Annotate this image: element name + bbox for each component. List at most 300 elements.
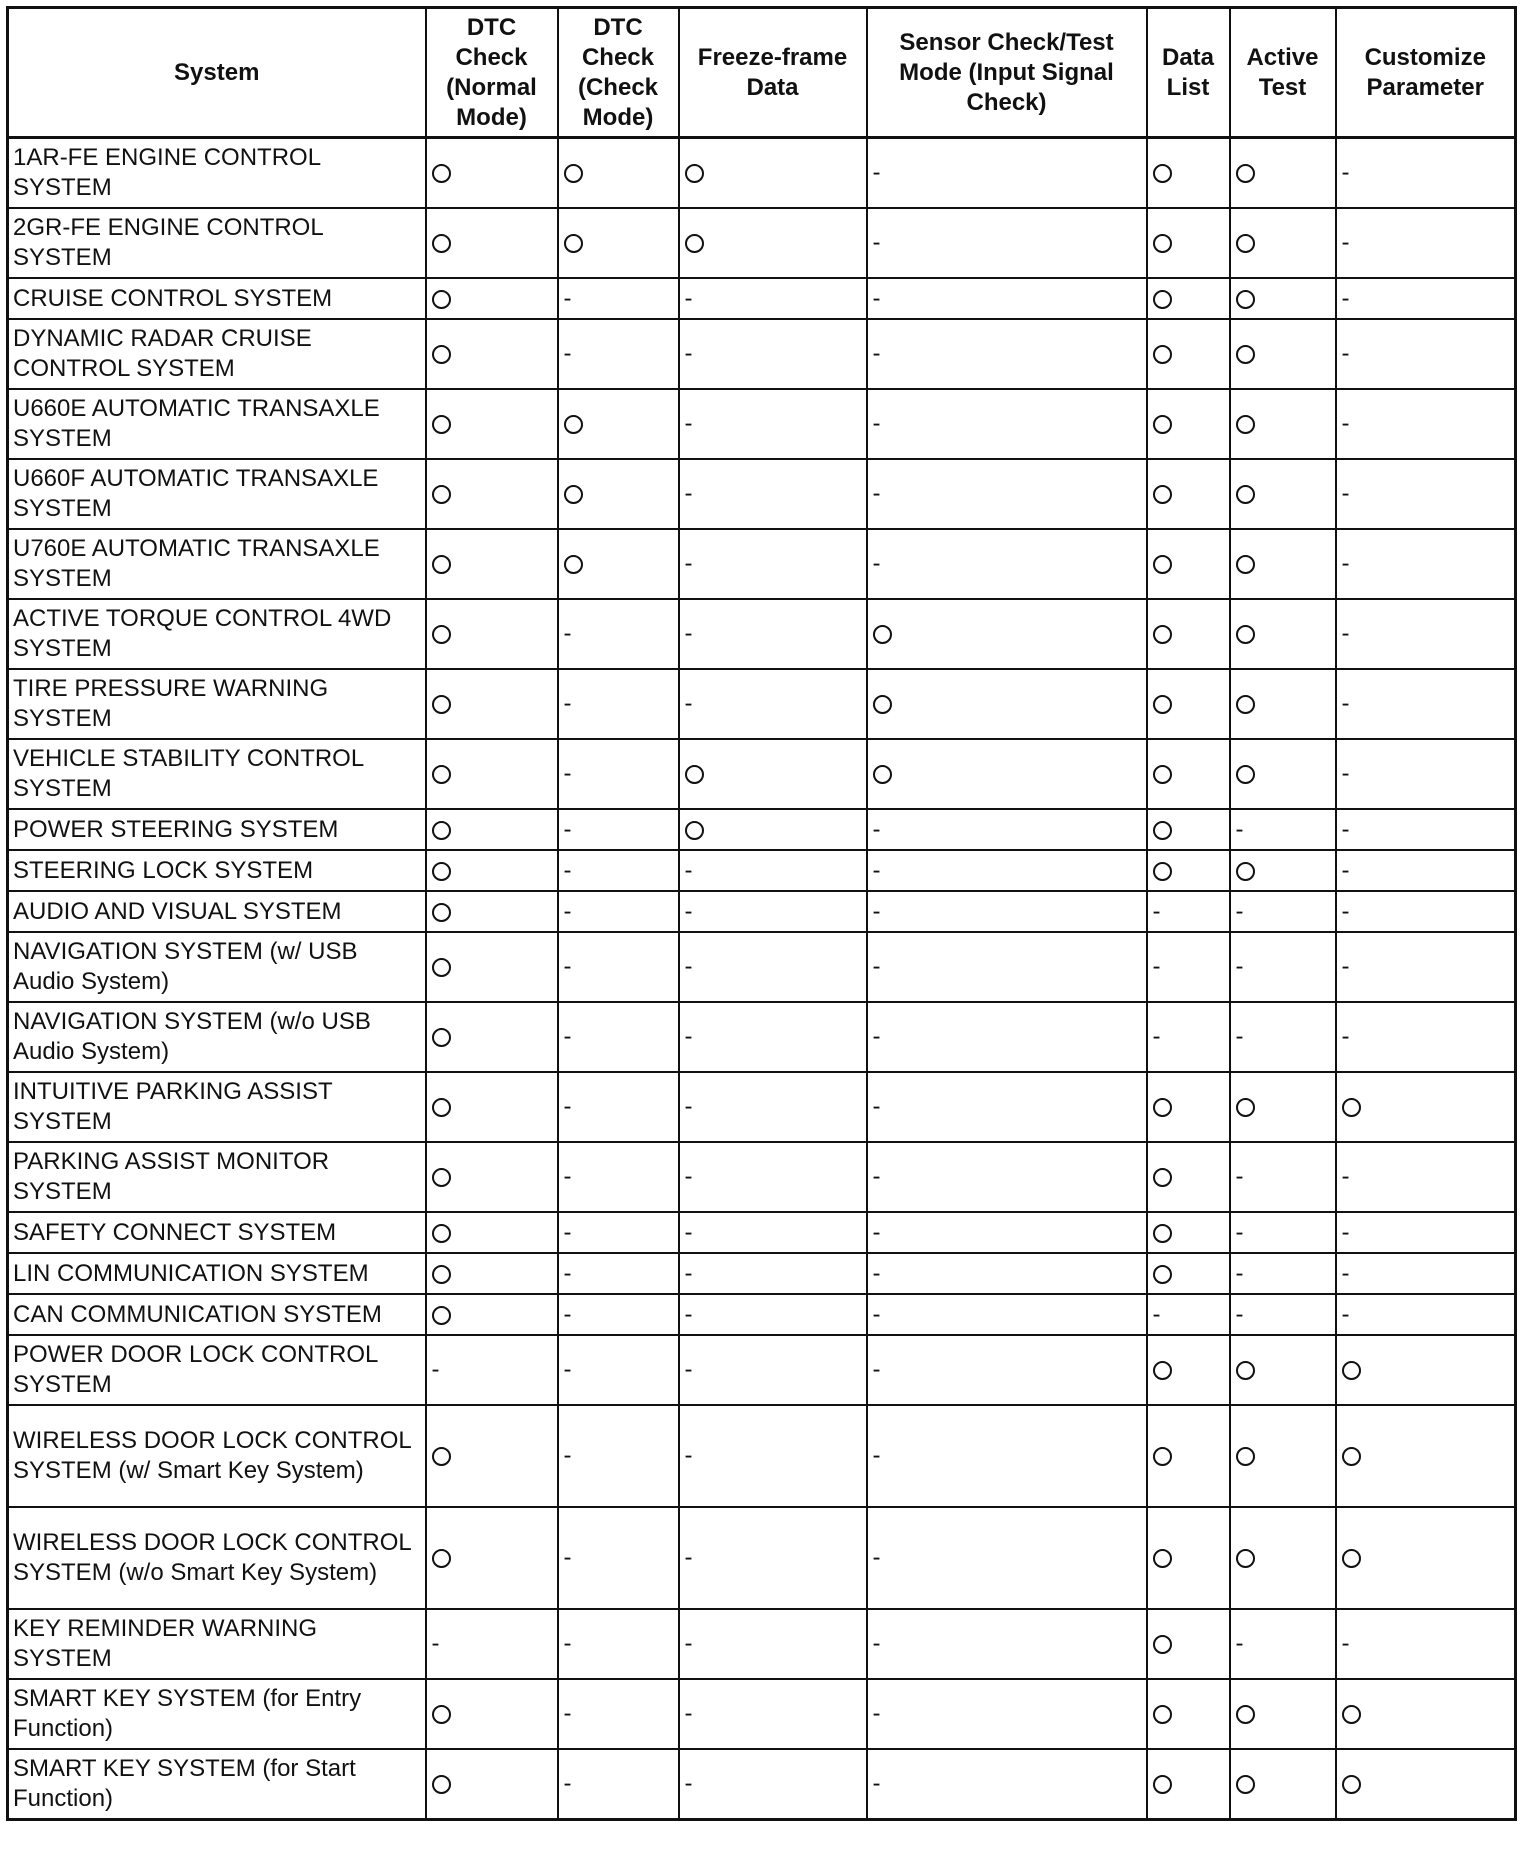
not-supported-dash: - xyxy=(563,1770,572,1797)
cell-dtc-normal xyxy=(426,1749,558,1820)
cell-sensor-check xyxy=(867,1749,1147,1820)
not-supported-dash: - xyxy=(1152,1300,1161,1328)
supported-circle-icon xyxy=(432,1028,451,1047)
cell-freeze-frame xyxy=(679,599,867,669)
cell-dtc-normal xyxy=(426,932,558,1002)
not-supported-dash: - xyxy=(563,1023,572,1050)
cell-dtc-normal xyxy=(426,529,558,599)
not-supported-dash: - xyxy=(1341,340,1350,367)
not-supported-dash: - xyxy=(563,1218,572,1246)
not-supported-dash: - xyxy=(684,620,693,647)
cell-system: WIRELESS DOOR LOCK CONTROL SYSTEM (w/o Smart Key System) xyxy=(8,1507,426,1609)
cell-system: ACTIVE TORQUE CONTROL 4WD SYSTEM xyxy=(8,599,426,669)
not-supported-dash: - xyxy=(872,1356,881,1383)
cell-dtc-check xyxy=(558,850,679,891)
supported-circle-icon xyxy=(432,1224,451,1243)
cell-dtc-check xyxy=(558,669,679,739)
cell-customize xyxy=(1336,932,1516,1002)
cell-data-list xyxy=(1147,319,1230,389)
cell-dtc-normal xyxy=(426,1294,558,1335)
diagnostic-function-table xyxy=(6,6,1517,1821)
supported-circle-icon xyxy=(432,345,451,364)
cell-dtc-normal xyxy=(426,1212,558,1253)
cell-active-test xyxy=(1230,138,1336,209)
not-supported-dash: - xyxy=(684,1023,693,1050)
cell-dtc-check xyxy=(558,932,679,1002)
table-row xyxy=(8,1507,1516,1609)
cell-sensor-check xyxy=(867,599,1147,669)
not-supported-dash: - xyxy=(1341,1630,1350,1657)
cell-freeze-frame xyxy=(679,739,867,809)
cell-system: NAVIGATION SYSTEM (w/o USB Audio System) xyxy=(8,1002,426,1072)
supported-circle-icon xyxy=(873,695,892,714)
not-supported-dash: - xyxy=(1341,159,1350,186)
supported-circle-icon xyxy=(1236,765,1255,784)
cell-dtc-check xyxy=(558,1609,679,1679)
cell-freeze-frame xyxy=(679,1253,867,1294)
not-supported-dash: - xyxy=(684,480,693,507)
supported-circle-icon xyxy=(1236,1549,1255,1568)
cell-sensor-check xyxy=(867,1405,1147,1507)
cell-sensor-check xyxy=(867,1142,1147,1212)
cell-freeze-frame xyxy=(679,208,867,278)
not-supported-dash: - xyxy=(1341,953,1350,980)
not-supported-dash: - xyxy=(1152,897,1161,925)
cell-active-test xyxy=(1230,932,1336,1002)
not-supported-dash: - xyxy=(1235,1259,1244,1287)
cell-sensor-check xyxy=(867,1507,1147,1609)
supported-circle-icon xyxy=(432,765,451,784)
supported-circle-icon xyxy=(432,485,451,504)
cell-dtc-normal xyxy=(426,1002,558,1072)
header-active-test: Active Test xyxy=(1230,8,1336,138)
cell-active-test xyxy=(1230,529,1336,599)
not-supported-dash: - xyxy=(872,897,881,925)
not-supported-dash: - xyxy=(563,284,572,312)
cell-freeze-frame xyxy=(679,459,867,529)
not-supported-dash: - xyxy=(563,760,572,787)
supported-circle-icon xyxy=(1236,1705,1255,1724)
cell-active-test xyxy=(1230,809,1336,850)
not-supported-dash: - xyxy=(684,410,693,437)
cell-active-test xyxy=(1230,389,1336,459)
not-supported-dash: - xyxy=(1152,1023,1161,1050)
supported-circle-icon xyxy=(1153,415,1172,434)
cell-dtc-normal xyxy=(426,319,558,389)
not-supported-dash: - xyxy=(872,1544,881,1571)
table-row xyxy=(8,1405,1516,1507)
supported-circle-icon xyxy=(432,1775,451,1794)
supported-circle-icon xyxy=(432,821,451,840)
cell-freeze-frame xyxy=(679,1072,867,1142)
supported-circle-icon xyxy=(1153,1265,1172,1284)
cell-freeze-frame xyxy=(679,1405,867,1507)
cell-system: LIN COMMUNICATION SYSTEM xyxy=(8,1253,426,1294)
not-supported-dash: - xyxy=(1341,410,1350,437)
not-supported-dash: - xyxy=(872,284,881,312)
table-row xyxy=(8,739,1516,809)
table-row xyxy=(8,1335,1516,1405)
not-supported-dash: - xyxy=(872,1163,881,1190)
cell-dtc-check xyxy=(558,1507,679,1609)
header-customize: Customize Parameter xyxy=(1336,8,1516,138)
cell-active-test xyxy=(1230,1335,1336,1405)
supported-circle-icon xyxy=(1236,862,1255,881)
not-supported-dash: - xyxy=(872,856,881,884)
cell-freeze-frame xyxy=(679,1749,867,1820)
cell-dtc-check xyxy=(558,1749,679,1820)
supported-circle-icon xyxy=(685,765,704,784)
cell-customize xyxy=(1336,891,1516,932)
supported-circle-icon xyxy=(564,485,583,504)
supported-circle-icon xyxy=(1342,1549,1361,1568)
supported-circle-icon xyxy=(1153,234,1172,253)
not-supported-dash: - xyxy=(431,1630,440,1657)
not-supported-dash: - xyxy=(684,1259,693,1287)
not-supported-dash: - xyxy=(1341,1023,1350,1050)
cell-system: 2GR-FE ENGINE CONTROL SYSTEM xyxy=(8,208,426,278)
not-supported-dash: - xyxy=(872,815,881,843)
not-supported-dash: - xyxy=(684,1442,693,1469)
cell-sensor-check xyxy=(867,1212,1147,1253)
supported-circle-icon xyxy=(1342,1705,1361,1724)
not-supported-dash: - xyxy=(872,1259,881,1287)
cell-data-list xyxy=(1147,1749,1230,1820)
cell-dtc-normal xyxy=(426,459,558,529)
supported-circle-icon xyxy=(432,1098,451,1117)
cell-dtc-check xyxy=(558,1142,679,1212)
cell-dtc-normal xyxy=(426,389,558,459)
cell-sensor-check xyxy=(867,1294,1147,1335)
not-supported-dash: - xyxy=(684,1700,693,1727)
supported-circle-icon xyxy=(432,1306,451,1325)
not-supported-dash: - xyxy=(1341,229,1350,256)
supported-circle-icon xyxy=(432,903,451,922)
cell-active-test xyxy=(1230,1002,1336,1072)
supported-circle-icon xyxy=(1153,821,1172,840)
cell-system: SMART KEY SYSTEM (for Entry Function) xyxy=(8,1679,426,1749)
table-row xyxy=(8,669,1516,739)
not-supported-dash: - xyxy=(1341,1163,1350,1190)
cell-sensor-check xyxy=(867,850,1147,891)
cell-active-test xyxy=(1230,669,1336,739)
cell-sensor-check xyxy=(867,739,1147,809)
supported-circle-icon xyxy=(873,765,892,784)
cell-active-test xyxy=(1230,891,1336,932)
cell-dtc-normal xyxy=(426,1507,558,1609)
supported-circle-icon xyxy=(432,1549,451,1568)
cell-customize xyxy=(1336,1072,1516,1142)
cell-active-test xyxy=(1230,1749,1336,1820)
header-freeze-frame: Freeze-frame Data xyxy=(679,8,867,138)
supported-circle-icon xyxy=(432,415,451,434)
cell-customize xyxy=(1336,1679,1516,1749)
not-supported-dash: - xyxy=(431,1356,440,1383)
cell-active-test xyxy=(1230,850,1336,891)
supported-circle-icon xyxy=(1236,1775,1255,1794)
cell-dtc-check xyxy=(558,529,679,599)
cell-freeze-frame xyxy=(679,809,867,850)
cell-data-list xyxy=(1147,1072,1230,1142)
not-supported-dash: - xyxy=(1341,1259,1350,1287)
supported-circle-icon xyxy=(1153,1224,1172,1243)
supported-circle-icon xyxy=(432,234,451,253)
table-row xyxy=(8,1609,1516,1679)
cell-freeze-frame xyxy=(679,669,867,739)
supported-circle-icon xyxy=(564,415,583,434)
cell-system: INTUITIVE PARKING ASSIST SYSTEM xyxy=(8,1072,426,1142)
cell-system: CAN COMMUNICATION SYSTEM xyxy=(8,1294,426,1335)
cell-data-list xyxy=(1147,599,1230,669)
cell-system: SAFETY CONNECT SYSTEM xyxy=(8,1212,426,1253)
not-supported-dash: - xyxy=(1235,1218,1244,1246)
cell-dtc-check xyxy=(558,1405,679,1507)
supported-circle-icon xyxy=(685,164,704,183)
supported-circle-icon xyxy=(432,1265,451,1284)
supported-circle-icon xyxy=(1236,1361,1255,1380)
supported-circle-icon xyxy=(685,821,704,840)
table-row xyxy=(8,809,1516,850)
cell-data-list xyxy=(1147,1253,1230,1294)
cell-freeze-frame xyxy=(679,278,867,319)
cell-dtc-normal xyxy=(426,1679,558,1749)
not-supported-dash: - xyxy=(872,1630,881,1657)
cell-active-test xyxy=(1230,599,1336,669)
cell-sensor-check xyxy=(867,319,1147,389)
supported-circle-icon xyxy=(1153,345,1172,364)
cell-active-test xyxy=(1230,1405,1336,1507)
cell-freeze-frame xyxy=(679,1507,867,1609)
cell-system: U660E AUTOMATIC TRANSAXLE SYSTEM xyxy=(8,389,426,459)
cell-dtc-check xyxy=(558,599,679,669)
table-row xyxy=(8,1072,1516,1142)
cell-sensor-check xyxy=(867,1609,1147,1679)
cell-dtc-normal xyxy=(426,739,558,809)
not-supported-dash: - xyxy=(684,1300,693,1328)
not-supported-dash: - xyxy=(872,953,881,980)
header-sensor-check: Sensor Check/Test Mode (Input Signal Check) xyxy=(867,8,1147,138)
cell-dtc-normal xyxy=(426,1335,558,1405)
cell-dtc-check xyxy=(558,1294,679,1335)
cell-data-list xyxy=(1147,739,1230,809)
supported-circle-icon xyxy=(685,234,704,253)
table-row xyxy=(8,529,1516,599)
not-supported-dash: - xyxy=(872,1770,881,1797)
cell-active-test xyxy=(1230,1507,1336,1609)
cell-data-list xyxy=(1147,138,1230,209)
not-supported-dash: - xyxy=(684,856,693,884)
not-supported-dash: - xyxy=(563,856,572,884)
cell-dtc-normal xyxy=(426,1253,558,1294)
not-supported-dash: - xyxy=(684,897,693,925)
not-supported-dash: - xyxy=(872,1093,881,1120)
not-supported-dash: - xyxy=(872,1023,881,1050)
table-row xyxy=(8,1294,1516,1335)
supported-circle-icon xyxy=(1236,164,1255,183)
cell-dtc-check xyxy=(558,1072,679,1142)
cell-customize xyxy=(1336,138,1516,209)
cell-dtc-normal xyxy=(426,891,558,932)
not-supported-dash: - xyxy=(1235,1630,1244,1657)
cell-sensor-check xyxy=(867,891,1147,932)
not-supported-dash: - xyxy=(1235,897,1244,925)
cell-customize xyxy=(1336,1749,1516,1820)
cell-customize xyxy=(1336,1335,1516,1405)
cell-dtc-check xyxy=(558,1335,679,1405)
supported-circle-icon xyxy=(1236,345,1255,364)
cell-system: DYNAMIC RADAR CRUISE CONTROL SYSTEM xyxy=(8,319,426,389)
not-supported-dash: - xyxy=(1341,550,1350,577)
cell-data-list xyxy=(1147,932,1230,1002)
not-supported-dash: - xyxy=(1235,1163,1244,1190)
cell-sensor-check xyxy=(867,389,1147,459)
cell-data-list xyxy=(1147,208,1230,278)
supported-circle-icon xyxy=(1342,1447,1361,1466)
cell-customize xyxy=(1336,1002,1516,1072)
cell-active-test xyxy=(1230,1679,1336,1749)
not-supported-dash: - xyxy=(563,690,572,717)
table-row xyxy=(8,278,1516,319)
cell-dtc-check xyxy=(558,1253,679,1294)
table-row xyxy=(8,459,1516,529)
not-supported-dash: - xyxy=(684,1630,693,1657)
cell-data-list xyxy=(1147,1609,1230,1679)
not-supported-dash: - xyxy=(684,690,693,717)
cell-sensor-check xyxy=(867,278,1147,319)
cell-sensor-check xyxy=(867,1072,1147,1142)
cell-sensor-check xyxy=(867,669,1147,739)
cell-customize xyxy=(1336,739,1516,809)
cell-active-test xyxy=(1230,278,1336,319)
cell-freeze-frame xyxy=(679,1142,867,1212)
cell-sensor-check xyxy=(867,1253,1147,1294)
cell-data-list xyxy=(1147,1679,1230,1749)
cell-data-list xyxy=(1147,1142,1230,1212)
not-supported-dash: - xyxy=(1341,620,1350,647)
cell-dtc-normal xyxy=(426,1142,558,1212)
cell-freeze-frame xyxy=(679,1294,867,1335)
not-supported-dash: - xyxy=(872,340,881,367)
supported-circle-icon xyxy=(1236,625,1255,644)
supported-circle-icon xyxy=(1153,1098,1172,1117)
cell-sensor-check xyxy=(867,809,1147,850)
not-supported-dash: - xyxy=(872,1700,881,1727)
supported-circle-icon xyxy=(1153,862,1172,881)
not-supported-dash: - xyxy=(563,1259,572,1287)
not-supported-dash: - xyxy=(684,550,693,577)
supported-circle-icon xyxy=(432,164,451,183)
not-supported-dash: - xyxy=(563,1356,572,1383)
cell-active-test xyxy=(1230,739,1336,809)
supported-circle-icon xyxy=(1342,1775,1361,1794)
cell-active-test xyxy=(1230,319,1336,389)
not-supported-dash: - xyxy=(684,1093,693,1120)
not-supported-dash: - xyxy=(684,953,693,980)
table-row xyxy=(8,1002,1516,1072)
cell-freeze-frame xyxy=(679,1002,867,1072)
cell-system: STEERING LOCK SYSTEM xyxy=(8,850,426,891)
cell-system: POWER STEERING SYSTEM xyxy=(8,809,426,850)
not-supported-dash: - xyxy=(563,815,572,843)
cell-active-test xyxy=(1230,1294,1336,1335)
supported-circle-icon xyxy=(1153,1549,1172,1568)
cell-dtc-check xyxy=(558,891,679,932)
supported-circle-icon xyxy=(1153,1775,1172,1794)
table-row xyxy=(8,1212,1516,1253)
supported-circle-icon xyxy=(1236,1098,1255,1117)
not-supported-dash: - xyxy=(1235,953,1244,980)
cell-system: PARKING ASSIST MONITOR SYSTEM xyxy=(8,1142,426,1212)
cell-data-list xyxy=(1147,278,1230,319)
not-supported-dash: - xyxy=(563,1700,572,1727)
cell-data-list xyxy=(1147,1294,1230,1335)
supported-circle-icon xyxy=(432,862,451,881)
cell-customize xyxy=(1336,459,1516,529)
cell-dtc-check xyxy=(558,278,679,319)
table-row xyxy=(8,891,1516,932)
cell-customize xyxy=(1336,278,1516,319)
not-supported-dash: - xyxy=(872,550,881,577)
not-supported-dash: - xyxy=(872,410,881,437)
supported-circle-icon xyxy=(432,695,451,714)
not-supported-dash: - xyxy=(1152,953,1161,980)
cell-dtc-normal xyxy=(426,809,558,850)
cell-dtc-check xyxy=(558,319,679,389)
not-supported-dash: - xyxy=(684,1356,693,1383)
cell-dtc-check xyxy=(558,1002,679,1072)
cell-system: 1AR-FE ENGINE CONTROL SYSTEM xyxy=(8,138,426,209)
cell-customize xyxy=(1336,1212,1516,1253)
cell-data-list xyxy=(1147,1507,1230,1609)
supported-circle-icon xyxy=(1153,765,1172,784)
cell-dtc-normal xyxy=(426,1609,558,1679)
not-supported-dash: - xyxy=(1341,690,1350,717)
table-row xyxy=(8,1749,1516,1820)
cell-dtc-normal xyxy=(426,138,558,209)
cell-sensor-check xyxy=(867,529,1147,599)
cell-data-list xyxy=(1147,1002,1230,1072)
supported-circle-icon xyxy=(1153,555,1172,574)
supported-circle-icon xyxy=(432,290,451,309)
supported-circle-icon xyxy=(1153,1361,1172,1380)
table-row xyxy=(8,1253,1516,1294)
cell-customize xyxy=(1336,669,1516,739)
not-supported-dash: - xyxy=(872,1442,881,1469)
supported-circle-icon xyxy=(1153,1447,1172,1466)
cell-system: KEY REMINDER WARNING SYSTEM xyxy=(8,1609,426,1679)
cell-dtc-check xyxy=(558,208,679,278)
supported-circle-icon xyxy=(1236,485,1255,504)
supported-circle-icon xyxy=(432,555,451,574)
cell-freeze-frame xyxy=(679,529,867,599)
supported-circle-icon xyxy=(1153,290,1172,309)
cell-sensor-check xyxy=(867,208,1147,278)
not-supported-dash: - xyxy=(1341,1218,1350,1246)
cell-data-list xyxy=(1147,529,1230,599)
supported-circle-icon xyxy=(564,234,583,253)
not-supported-dash: - xyxy=(563,897,572,925)
cell-dtc-check xyxy=(558,459,679,529)
not-supported-dash: - xyxy=(1341,856,1350,884)
supported-circle-icon xyxy=(432,1168,451,1187)
cell-customize xyxy=(1336,1142,1516,1212)
cell-dtc-check xyxy=(558,389,679,459)
supported-circle-icon xyxy=(873,625,892,644)
cell-dtc-check xyxy=(558,739,679,809)
cell-active-test xyxy=(1230,1142,1336,1212)
cell-customize xyxy=(1336,1507,1516,1609)
table-header xyxy=(8,8,1516,138)
